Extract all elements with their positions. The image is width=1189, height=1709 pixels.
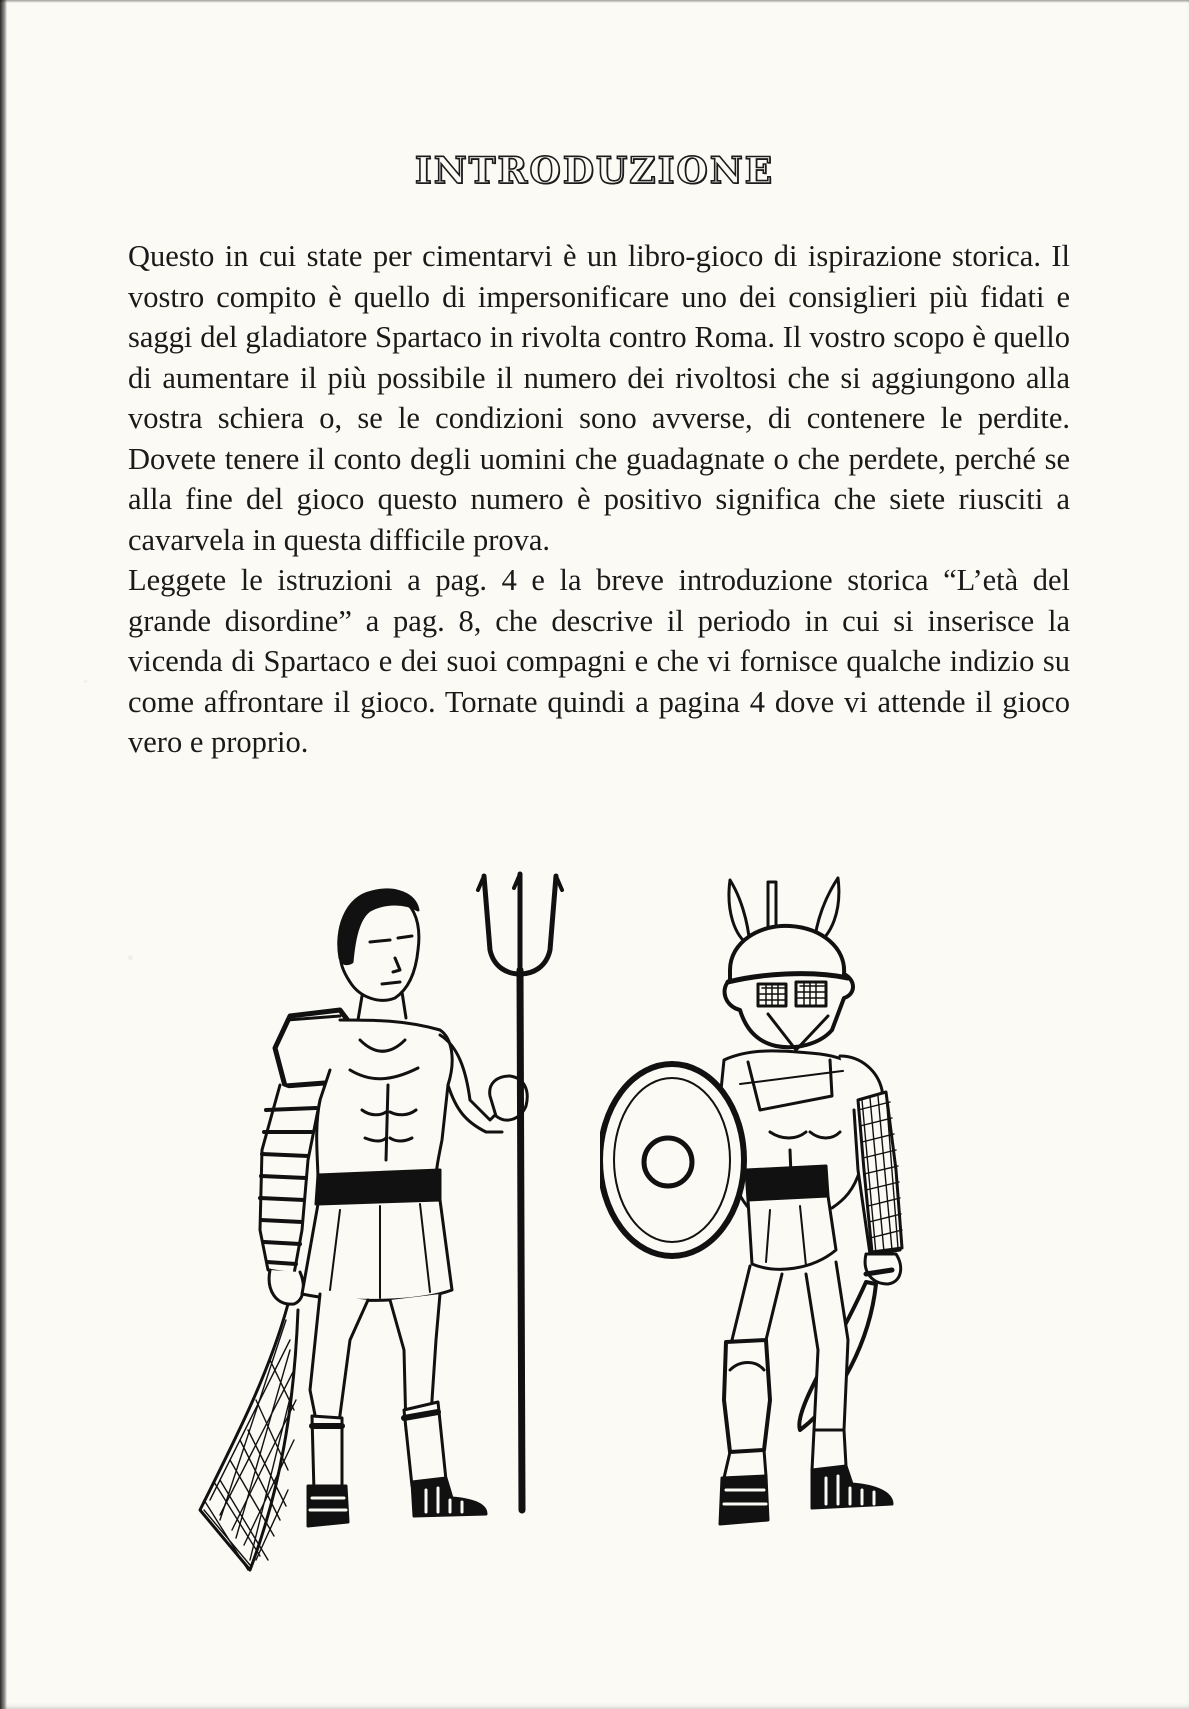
paper-spot <box>84 680 87 683</box>
intro-text <box>128 236 1070 763</box>
page-title: INTRODUZIONE <box>414 150 775 192</box>
murmillo-gladiator-icon <box>600 870 980 1590</box>
page-top-edge <box>0 0 1189 3</box>
page-binding-edge <box>0 0 7 1709</box>
retiarius-gladiator-icon <box>190 870 570 1590</box>
intro-paragraph-1: Questo in cui state per cimentarvi è un libro-gioco di ispirazione storica. Il vostro compito è quello di impersonificare uno dei consiglieri più fidati e saggi del gladiatore Spartaco in rivolta contro Roma. Il vostro scopo è quello di aumentare il più possibile il numero dei rivoltosi che si aggiungono alla vostra schiera o, se le condizioni sono avverse, di contenere le perdite. Dovete tenere il conto degli uomini che guadagnate o che perdete, perché se alla fine del gioco questo numero è positivo significa che siete riusciti a cavarvela in questa difficile prova. <box>128 239 1070 557</box>
intro-paragraph-2: Leggete le istruzioni a pag. 4 e la breve introduzione storica “L’età del grande disordine” a pag. 8, che descrive il periodo in cui si inserisce la vicenda di Spartaco e dei suoi compagni e che vi fornisce qualche indizio su come affrontare il gioco. Tornate quindi a pagina 4 dove vi attende il gioco vero e proprio. <box>128 563 1070 759</box>
gladiators-illustration <box>190 870 990 1590</box>
paper-spot <box>128 955 133 960</box>
